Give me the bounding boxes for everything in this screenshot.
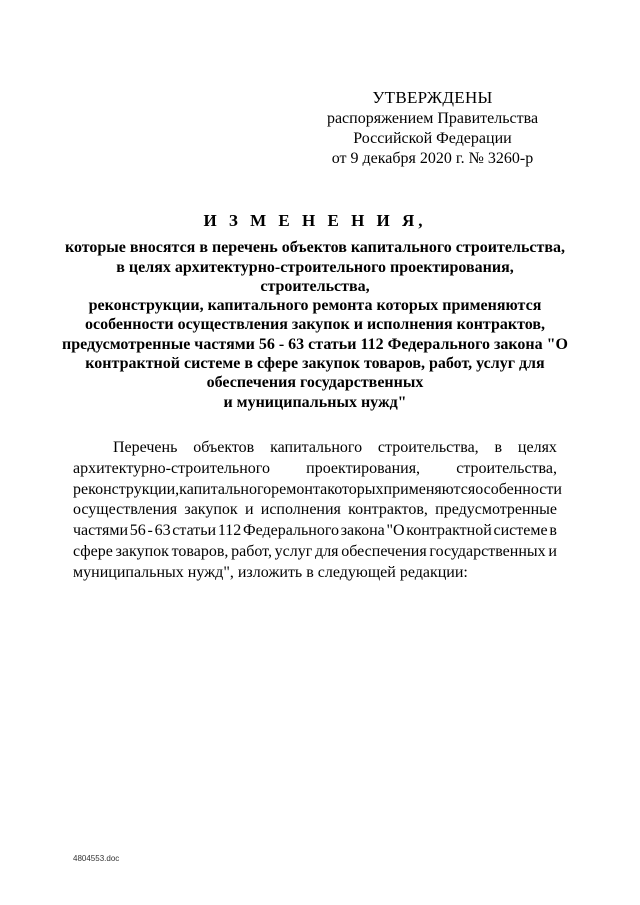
paragraph-word: услуг bbox=[274, 542, 313, 560]
paragraph-line bbox=[73, 563, 557, 584]
paragraph-word: целях bbox=[517, 439, 557, 456]
paragraph-line bbox=[73, 438, 557, 459]
paragraph-word: для bbox=[315, 542, 339, 560]
paragraph-word: строительства, bbox=[377, 439, 479, 456]
paragraph-word: закона bbox=[340, 522, 385, 540]
paragraph-word: капитального bbox=[270, 439, 363, 456]
paragraph-word: контрактной bbox=[406, 522, 492, 540]
paragraph-word: ремонта bbox=[271, 480, 328, 498]
paragraph-line bbox=[73, 542, 557, 563]
paragraph-word: проектирования, bbox=[306, 459, 421, 477]
approval-line: Российской Федерации bbox=[353, 130, 512, 147]
paragraph-word: товаров, bbox=[171, 542, 229, 560]
document-file-code: 4804553.doc bbox=[73, 854, 120, 863]
paragraph-word: объектов bbox=[193, 439, 255, 456]
paragraph-word: статьи bbox=[172, 522, 217, 540]
paragraph-word: применяются bbox=[383, 480, 476, 498]
paragraph-word: архитектурно-строительного bbox=[73, 459, 270, 477]
heading-line: особенности осуществления закупок и исполнения контрактов, bbox=[85, 316, 545, 334]
paragraph-line bbox=[73, 480, 562, 501]
paragraph-word: 112 bbox=[217, 522, 242, 540]
heading-line: которые вносятся в перечень объектов капитального строительства, bbox=[64, 239, 566, 257]
heading-line: реконструкции, капитального ремонта которых применяются bbox=[88, 297, 542, 315]
paragraph-line bbox=[73, 500, 557, 521]
paragraph-word: "О bbox=[386, 522, 405, 540]
paragraph-word: реконструкции, bbox=[73, 480, 180, 498]
body-paragraph bbox=[73, 438, 562, 584]
heading-line: и муниципальных нужд" bbox=[223, 393, 407, 411]
approval-line: от 9 декабря 2020 г. № 3260-р bbox=[331, 150, 534, 167]
paragraph-word: предусмотренные bbox=[435, 501, 557, 519]
paragraph-word: закупок bbox=[115, 542, 169, 560]
paragraph-word: и bbox=[244, 501, 254, 519]
paragraph-word: которых bbox=[327, 480, 384, 498]
heading-line: обеспечения государственных bbox=[206, 374, 424, 392]
paragraph-word: и bbox=[548, 542, 557, 560]
paragraph-word: закупок bbox=[184, 501, 238, 519]
paragraph-word: 63 bbox=[154, 522, 171, 540]
approval-stamp bbox=[300, 88, 565, 169]
paragraph-word: строительства, bbox=[456, 459, 557, 477]
paragraph-word: капитального bbox=[179, 480, 272, 498]
heading-title: И З М Е Н Е Н И Я, bbox=[203, 211, 427, 230]
paragraph-word: частями bbox=[73, 522, 129, 540]
paragraph-word: - bbox=[147, 522, 153, 540]
paragraph-word: муниципальных нужд", изложить в следующей редакции: bbox=[73, 563, 468, 581]
paragraph-word: осуществления bbox=[73, 501, 178, 519]
approval-line: распоряжением Правительства bbox=[326, 110, 539, 127]
paragraph-word: исполнения bbox=[260, 501, 341, 519]
paragraph-word: государственных bbox=[429, 542, 546, 560]
paragraph-word: обеспечения bbox=[341, 542, 427, 560]
paragraph-line bbox=[73, 459, 557, 480]
paragraph-word: системе bbox=[493, 522, 548, 540]
approval-title: УТВЕРЖДЕНЫ bbox=[372, 88, 493, 107]
heading-line: предусмотренные частями 56 - 63 статьи 112 Федерального закона "О bbox=[62, 335, 568, 353]
paragraph-word: сфере bbox=[73, 542, 113, 560]
paragraph-line bbox=[73, 521, 557, 542]
paragraph-word: в bbox=[494, 439, 503, 456]
paragraph-word: в bbox=[549, 522, 557, 540]
paragraph-word: Перечень bbox=[113, 439, 178, 456]
document-heading bbox=[60, 211, 570, 412]
paragraph-word: контрактов, bbox=[348, 501, 428, 519]
paragraph-word: Федерального bbox=[242, 522, 339, 540]
paragraph-word: 56 bbox=[129, 522, 146, 540]
heading-line: в целях архитектурно-строительного проектирования, строительства, bbox=[116, 258, 514, 295]
paragraph-word: работ, bbox=[231, 542, 272, 560]
heading-line: контрактной системе в сфере закупок товаров, работ, услуг для bbox=[85, 355, 545, 373]
paragraph-word: особенности bbox=[475, 480, 562, 498]
